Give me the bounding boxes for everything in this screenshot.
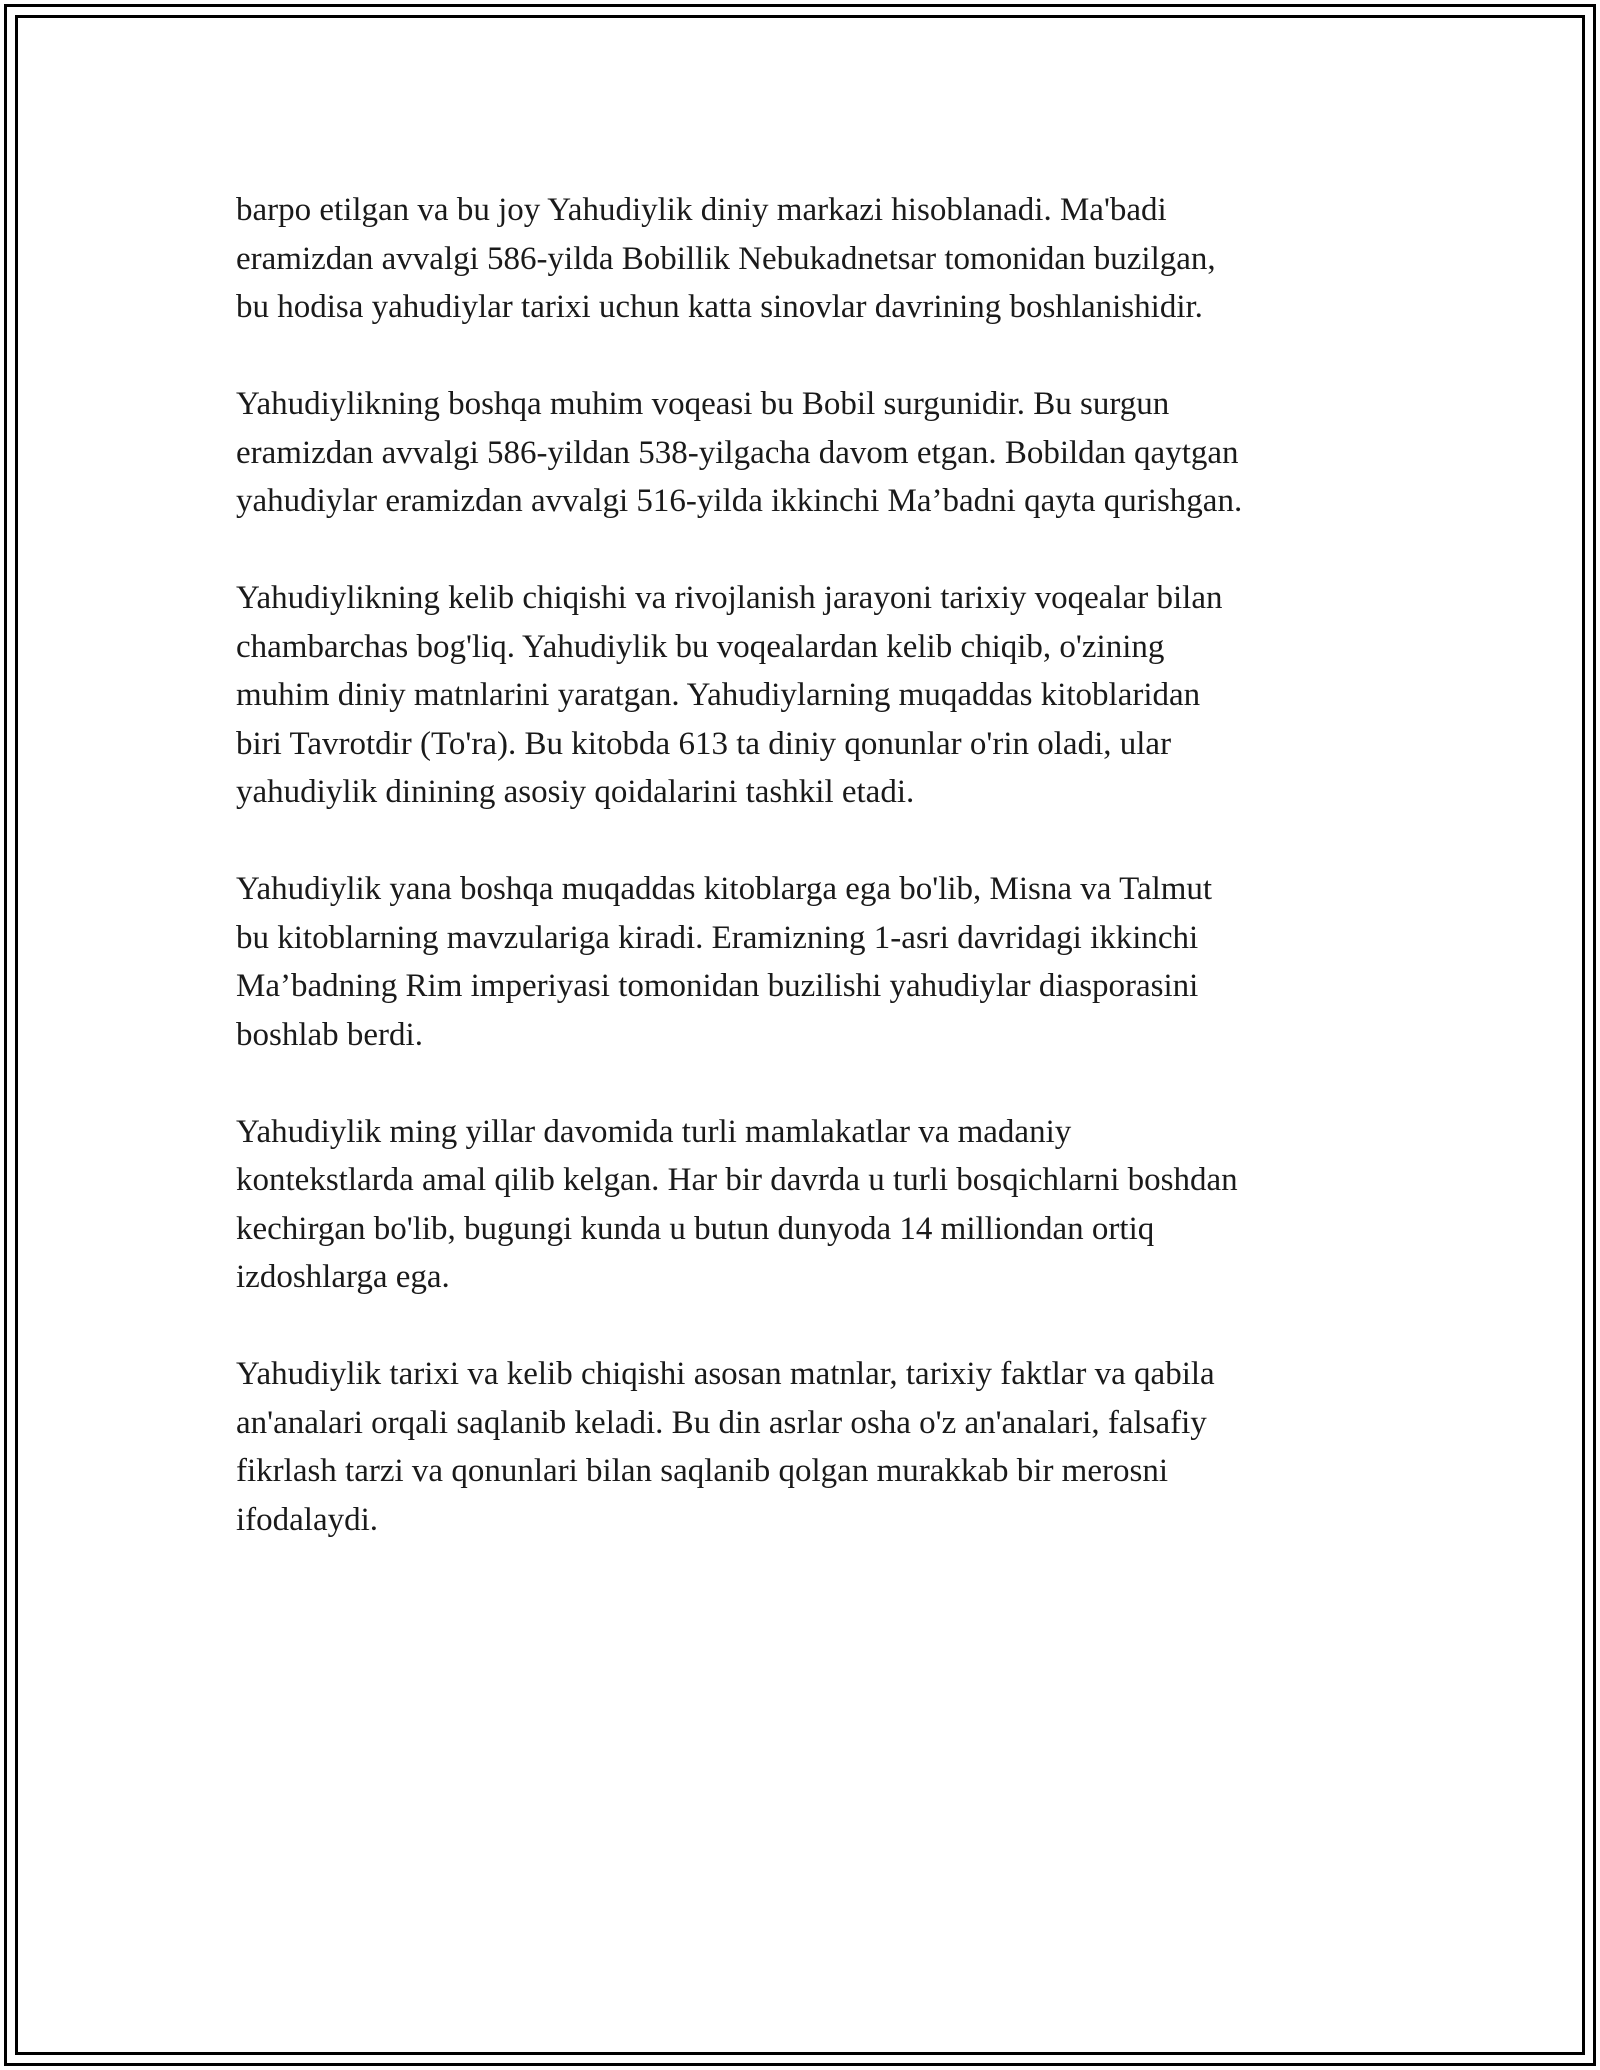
text-line: biri Tavrotdir (To'ra). Bu kitobda 613 ta diniy qonunlar o'rin oladi, ular (236, 725, 1172, 762)
text-line: izdoshlarga ega. (236, 1259, 450, 1295)
text-line: eramizdan avvalgi 586-yildan 538-yilgacha davom etgan. Bobildan qaytgan (236, 434, 1239, 471)
text-line: Yahudiylik yana boshqa muqaddas kitoblarga ega bo'lib, Misna va Talmut (236, 871, 1213, 907)
text-line: yahudiylik dinining asosiy qoidalarini tashkil etadi. (236, 774, 915, 810)
text-line: bu kitoblarning mavzulariga kiradi. Eramizning 1-asri davridagi ikkinchi (236, 919, 1199, 956)
paragraph-3 (236, 574, 1386, 817)
text-line: chambarchas bog'liq. Yahudiylik bu voqealardan kelib chiqib, o'zining (236, 628, 1165, 665)
text-line: Yahudiylikning kelib chiqishi va rivojlanish jarayoni tarixiy voqealar bilan (236, 580, 1223, 616)
text-line: Yahudiylik ming yillar davomida turli mamlakatlar va madaniy (236, 1113, 1072, 1150)
text-line: eramizdan avvalgi 586-yilda Bobillik Nebukadnetsar tomonidan buzilgan, (236, 240, 1216, 277)
paragraph-1 (236, 186, 1386, 332)
text-line: Yahudiylik tarixi va kelib chiqishi asosan matnlar, tarixiy faktlar va qabila (236, 1356, 1215, 1392)
text-line: barpo etilgan va bu joy Yahudiylik diniy markazi hisoblanadi. Ma'badi (236, 192, 1167, 228)
text-line: kechirgan bo'lib, bugungi kunda u butun dunyoda 14 milliondan ortiq (236, 1210, 1155, 1247)
text-line: boshlab berdi. (236, 1016, 423, 1053)
text-line: an'analari orqali saqlanib keladi. Bu din asrlar osha o'z an'analari, falsafiy (236, 1404, 1207, 1441)
text-line: Yahudiylikning boshqa muhim voqeasi bu Bobil surgunidir. Bu surgun (236, 386, 1170, 422)
text-line: kontekstlarda amal qilib kelgan. Har bir davrda u turli bosqichlarni boshdan (236, 1162, 1238, 1198)
paragraph-6 (236, 1350, 1386, 1544)
paragraph-5 (236, 1108, 1386, 1302)
paragraph-4 (236, 865, 1386, 1059)
text-line: fikrlash tarzi va qonunlari bilan saqlanib qolgan murakkab bir merosni (236, 1453, 1168, 1489)
text-line: Ma’badning Rim imperiyasi tomonidan buzilishi yahudiylar diasporasini (236, 968, 1199, 1004)
text-line: yahudiylar eramizdan avvalgi 516-yilda ikkinchi Ma’badni qayta qurishgan. (236, 483, 1243, 519)
document-body (236, 186, 1386, 1593)
text-line: bu hodisa yahudiylar tarixi uchun katta sinovlar davrining boshlanishidir. (236, 289, 1203, 325)
text-line: muhim diniy matnlarini yaratgan. Yahudiylarning muqaddas kitoblaridan (236, 677, 1201, 713)
text-line: ifodalaydi. (236, 1501, 379, 1538)
paragraph-2 (236, 380, 1386, 526)
